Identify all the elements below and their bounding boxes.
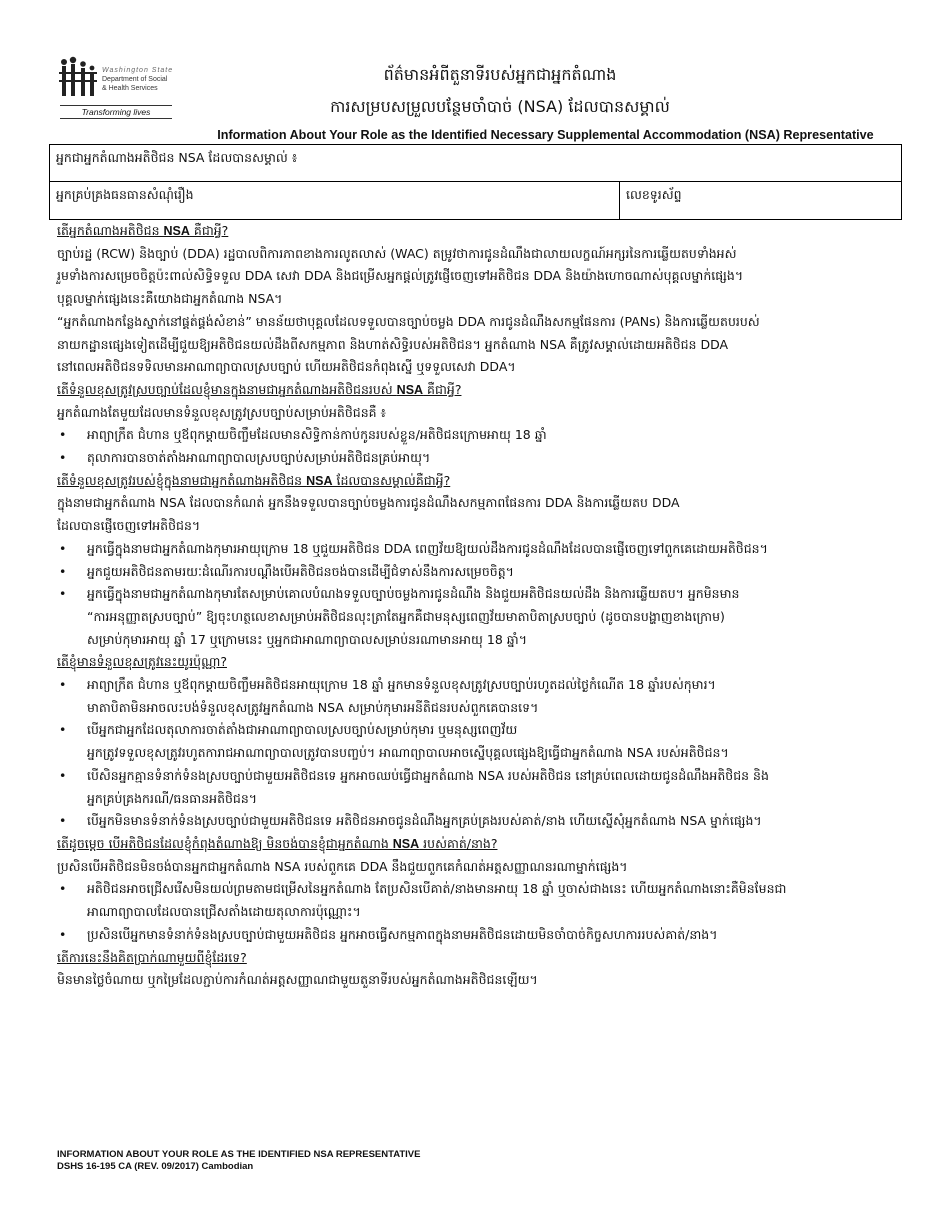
- title-english: Information About Your Role as the Identified Necessary Supplemental Accommodation (NSA) Representative: [217, 128, 874, 142]
- bullet-item: • អតិថិជនអាចជ្រើសរើសមិនយល់ព្រមតាមជម្រើសនៃអ្នកតំណាង តែប្រសិនបើគាត់/នាងមានអាយុ 18 ឆ្នាំ ឬចាស់ជាងនេះ ហើយអ្នកតំណាងនោះគឺមិនមែនជា: [57, 878, 907, 901]
- bullet-item: • អាព្យាក្រឹត ជំហាន ឬឪពុកម្តាយចិញ្ចឹមដែលមានសិទ្ធិកាន់កាប់កូនរបស់ខ្លួន/អតិថិជនក្រោមអាយុ 18 ឆ្នាំ: [57, 424, 907, 447]
- section-heading: តើអ្នកតំណាងអតិថិជន NSA គឺជាអ្វី?: [57, 223, 229, 238]
- form-footer: [57, 1149, 420, 1173]
- phone-field[interactable]: [620, 182, 902, 220]
- bullet-continuation: អ្នកគ្រប់គ្រងករណី/ធនធានអតិថិជន។: [87, 790, 258, 806]
- paragraph-line: ដែលបានផ្ញើចេញទៅអតិថិជន។: [57, 518, 201, 534]
- section-heading: តើទំនួលខុសត្រូវរបស់ខ្ញុំក្នុងនាមជាអ្នកតំណាងអតិថិជន NSA ដែលបានសម្គាល់គឺជាអ្វី?: [57, 472, 451, 488]
- bullet-continuation: “ការអនុញ្ញាតស្របច្បាប់” ឱ្យចុះហត្ថលេខាសម្រាប់អតិថិជនលុះត្រាតែអ្នកគឺជាមនុស្សពេញវ័យមាតាបិតាស្របច្បាប់ (ដូចបានបង្ហាញខាងក្រោម): [87, 608, 725, 624]
- bullet-item: • បើអ្នកមិនមានទំនាក់ទំនងស្របច្បាប់ជាមួយអតិថិជនទេ អតិថិជនអាចជូនដំណឹងអ្នកគ្រប់គ្រងរបស់គាត់/នាង ហើយស្នើសុំអ្នកតំណាង NSA ម្នាក់ផ្សេង។: [57, 810, 907, 833]
- document-body: [57, 220, 907, 992]
- footer-title: INFORMATION ABOUT YOUR ROLE AS THE IDENTIFIED NSA REPRESENTATIVE: [57, 1149, 421, 1160]
- family-figures-icon: [56, 56, 100, 100]
- bullet-continuation: សម្រាប់កុមារអាយុ ឆ្នាំ 17 ឬក្រោមនេះ ឬអ្នកជាអាណាព្យាបាលសម្រាប់នរណាមានអាយុ 18 ឆ្នាំ។: [87, 631, 527, 647]
- phone-label: លេខទូរស័ព្ទ: [626, 187, 682, 202]
- section-heading: តើការនេះនឹងគិតប្រាក់ណាមួយពីខ្ញុំដែរទេ?: [57, 949, 247, 965]
- paragraph-line: មិនមានថ្លៃចំណាយ ឬកម្រៃដែលភ្ជាប់ការកំណត់អត្តសញ្ញាណជាមួយតួនាទីរបស់អ្នកតំណាងអតិថិជនឡើយ។: [57, 972, 538, 988]
- paragraph-line: នៅពេលអតិថិជនទទិលមានអាណាព្យាបាលស្របច្បាប់ ហើយអតិថិជនកំពុងស្នើ ឬទទួលសេវា DDA។: [57, 359, 516, 375]
- logo-state: Washington State: [102, 67, 174, 74]
- logo-dept-line2: & Health Services: [102, 85, 158, 92]
- title-khmer-line2: ការសម្របសម្រួលបន្ថែមចាំបាច់ (NSA) ដែលបានសម្គាល់: [330, 97, 670, 116]
- paragraph-line: អ្នកតំណាងតែមួយដែលមានទំនួលខុសត្រូវស្របច្បាប់សម្រាប់អតិថិជនគឺ ៖: [57, 404, 387, 420]
- agency-name: [102, 66, 173, 93]
- paragraph-line: “អ្នកតំណាងកន្លែងស្នាក់នៅផ្គត់ផ្គង់សំខាន់” មានន័យថាបុគ្គលដែលទទួលបានច្បាប់ចម្លង DDA ការជូនដំណឹងសកម្មផែនការ (PANs) និងការឆ្លើយតបរបស់: [57, 313, 760, 329]
- rep-name-field[interactable]: [50, 145, 901, 182]
- title-khmer-line1: ព័ត៌មានអំពីតួនាទីរបស់អ្នកជាអ្នកតំណាង: [383, 65, 617, 84]
- paragraph-line: នាយកដ្ឋានផ្សេងទៀតដើម្បីជួយឱ្យអតិថិជនយល់ដឹងពីសកម្មភាព និងហាត់សិទ្ធិរបស់អតិថិជន។ អ្នកតំណាង NSA គឺត្រូវសម្គាល់ដោយអតិថិជន DDA: [57, 336, 729, 352]
- bullet-continuation: អាណាព្យាបាលដែលបានជ្រើសតាំងដោយតុលាការប៉ុណ្ណោះ។: [87, 904, 361, 920]
- bullet-item: • ប្រសិនបើអ្នកមានទំនាក់ទំនងស្របច្បាប់ជាមួយអតិថិជន អ្នកអាចធ្វើសកម្មភាពក្នុងនាមអតិថិជនដោយមិនចាំបាច់កិច្ចសហការរបស់គាត់/នាង។: [57, 924, 907, 947]
- case-manager-label: អ្នកគ្រប់គ្រងធនធានសំណុំរឿង: [56, 187, 194, 202]
- section-heading: តើដូចម្តេច បើអតិថិជនដែលខ្ញុំកំពុងតំណាងឱ្យ មិនចង់បានខ្ញុំជាអ្នកតំណាង NSA របស់គាត់/នាង?: [57, 835, 498, 851]
- representative-form: [49, 144, 902, 220]
- bullet-continuation: អ្នកត្រូវទទួលខុសត្រូវរហូតការាជអាណាព្យាបាលត្រូវបានបញ្ចប់។ អាណាព្យាបាលអាចស្នើបុគ្គលផ្សេងឱ្យធ្វើជាអ្នកតំណាង NSA របស់អតិថិជន។: [87, 745, 729, 761]
- bullet-continuation: មាតាបិតាមិនអាចលះបង់ទំនួលខុសត្រូវអ្នកតំណាង NSA សម្រាប់កុមារអនីតិជនរបស់ពួកគេបានទេ។: [87, 699, 539, 715]
- paragraph-line: រួមទាំងការសម្រេចចិត្តប៉ះពាល់សិទ្ធិទទួល DDA សេវា DDA និងជម្រើសអ្នកផ្តល់ត្រូវផ្ញើចេញទៅអតិថិជន DDA និងយ៉ាងហោចណាស់បុគ្គលម្នាក់ផ្សេង។: [57, 268, 744, 284]
- bullet-item: • អ្នកធ្វើក្នុងនាមជាអ្នកតំណាងកុមារអាយុក្រោម 18 ឬជួយអតិថិជន DDA ពេញវ័យឱ្យយល់ដឹងការជូនដំណឹងដែលបានផ្ញើចេញទៅពួកគេដោយអតិថិជន។: [57, 538, 907, 561]
- logo-tagline: Transforming lives: [60, 105, 172, 119]
- dshs-logo: [56, 56, 176, 122]
- section-heading: តើទំនួលខុសត្រូវស្របច្បាប់ដែលខ្ញុំមានក្នុងនាមជាអ្នកតំណាងអតិថិជនរបស់ NSA គឺជាអ្វី?: [57, 381, 462, 397]
- rep-name-label: អ្នកជាអ្នកតំណាងអតិថិជន NSA ដែលបានសម្គាល់ ៖: [56, 150, 298, 165]
- paragraph-line: បុគ្គលម្នាក់ផ្សេងនេះគឺយោងជាអ្នកតំណាង NSA។: [57, 291, 283, 307]
- bullet-item: • បើអ្នកជាអ្នកដែលតុលាការចាត់តាំងជាអាណាព្យាបាលស្របច្បាប់សម្រាប់កុមារ ឬមនុស្សពេញវ័យ: [57, 719, 907, 742]
- case-manager-field[interactable]: [50, 182, 620, 220]
- logo-dept-line1: Department of Social: [102, 76, 168, 83]
- paragraph-line: ក្នុងនាមជាអ្នកតំណាង NSA ដែលបានកំណត់ អ្នកនឹងទទួលបានច្បាប់ចម្លងការជូនដំណឹងសកម្មភាពផែនការ DDA និងការឆ្លើយតប DDA: [57, 495, 680, 511]
- bullet-item: • អ្នកធ្វើក្នុងនាមជាអ្នកតំណាងកុមារតែសម្រាប់គោលបំណងទទួលច្បាប់ចម្លងការជូនដំណឹង និងជួយអតិថិជនយល់ដឹង និងការឆ្លើយតប។ អ្នកមិនមាន: [57, 583, 907, 606]
- footer-form-number: DSHS 16-195 CA (REV. 09/2017) Cambodian: [57, 1161, 254, 1172]
- bullet-item: • បើសិនអ្នកគ្មានទំនាក់ទំនងស្របច្បាប់ជាមួយអតិថិជនទេ អ្នកអាចឈប់ធ្វើជាអ្នកតំណាង NSA របស់អតិថិជន នៅគ្រប់ពេលដោយជូនដំណឹងអតិថិជន និង: [57, 765, 907, 788]
- bullet-item: • អ្នកជួយអតិថិជនតាមរយៈដំណើរការបណ្តឹងបើអតិថិជនចង់បានដើម្បីជំទាស់នឹងការសម្រេចចិត្ត។: [57, 561, 907, 584]
- paragraph-line: ប្រសិនបើអតិថិជនមិនចង់បានអ្នកជាអ្នកតំណាង NSA របស់ពួកគេ DDA នឹងជួយពួកគេកំណត់អត្តសញ្ញាណនរណាម្នាក់ផ្សេង។: [57, 858, 628, 874]
- bullet-item: • អាព្យាក្រឹត ជំហាន ឬឪពុកម្តាយចិញ្ចឹមអតិថិជនអាយុក្រោម 18 ឆ្នាំ អ្នកមានទំនួលខុសត្រូវស្របច្បាប់រហូតដល់ថ្ងៃកំណើត 18 ឆ្នាំរបស់កុមារ។: [57, 674, 907, 697]
- paragraph-line: ច្បាប់រដ្ឋ (RCW) និងច្បាប់ (DDA) រដ្ឋបាលពិការភាពខាងការលូតលាស់ (WAC) តម្រូវថាការជូនដំណឹងជាលាយលក្ខណ៍អក្សរនៃការឆ្លើយតបទាំងអស់: [57, 245, 737, 261]
- section-heading: តើខ្ញុំមានទំនួលខុសត្រូវនេះយូរប៉ុណ្ណា?: [57, 654, 227, 670]
- bullet-item: • តុលាការបានចាត់តាំងអាណាព្យាបាលស្របច្បាប់សម្រាប់អតិថិជនគ្រប់អាយុ។: [57, 447, 907, 470]
